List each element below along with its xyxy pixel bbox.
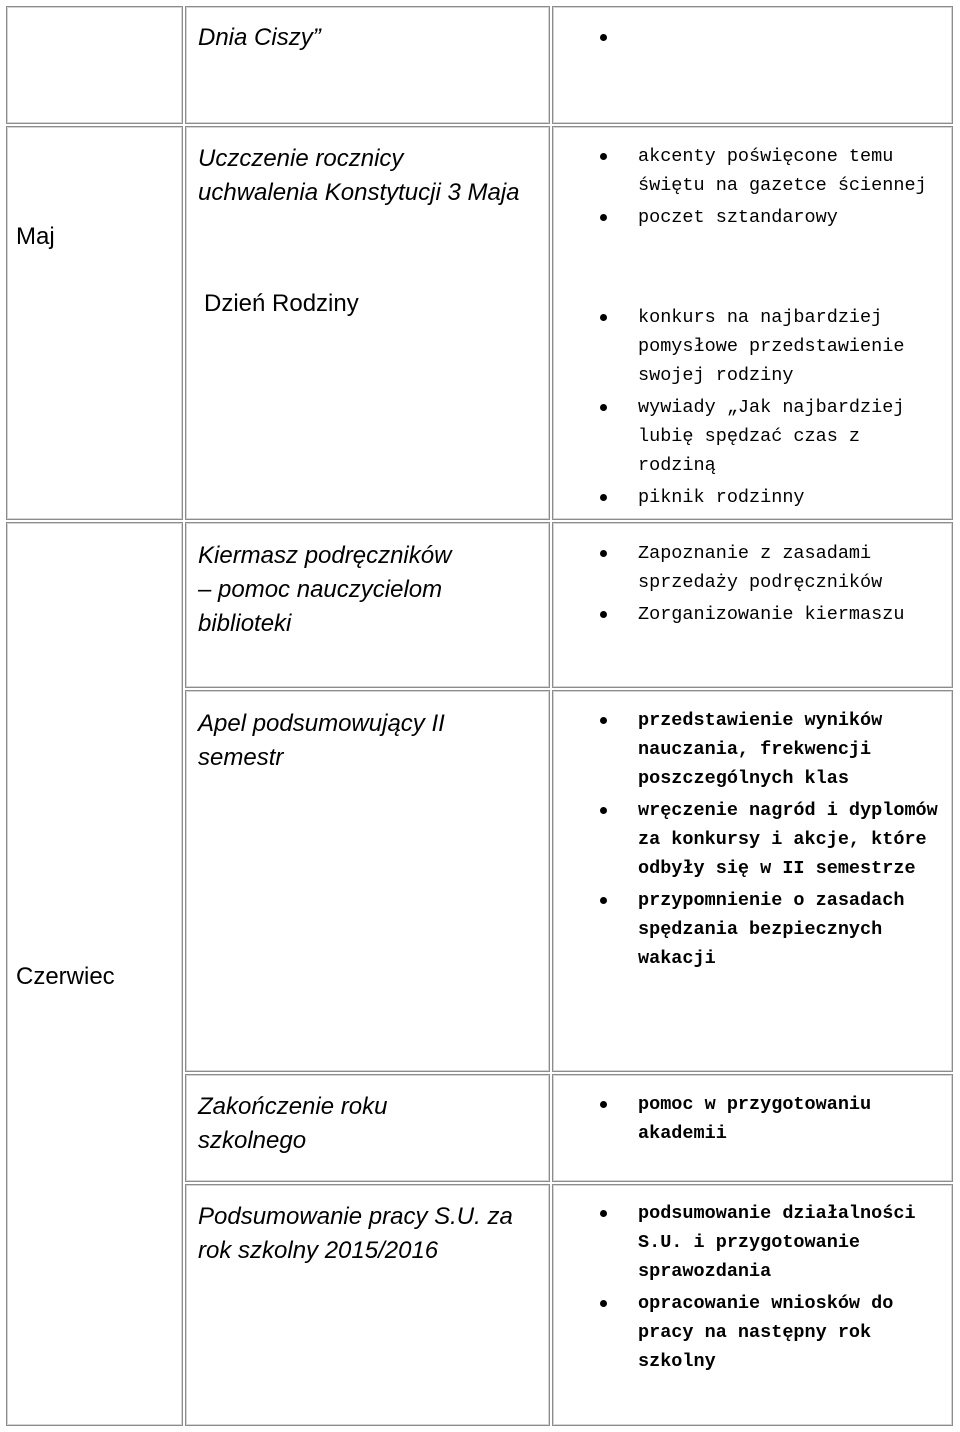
list-item: wywiady „Jak najbardziej lubię spędzać czas z rodziną — [598, 393, 948, 480]
activities-podsumowanie — [598, 1199, 948, 1379]
empty-bullet — [600, 34, 607, 41]
list-item: opracowanie wniosków do pracy na następny rok szkolny — [598, 1289, 948, 1376]
bullet-icon — [600, 404, 607, 411]
activities-apel — [598, 706, 948, 976]
event-kiermasz — [198, 539, 538, 641]
event-kiermasz-line2: – pomoc nauczycielom biblioteki — [198, 576, 443, 637]
bullet-icon — [600, 1300, 607, 1307]
event-podsumowanie: Podsumowanie pracy S.U. za rok szkolny 2015/2016 — [198, 1203, 513, 1264]
list-item: akcenty poświęcone temu świętu na gazetce ściennej — [598, 142, 948, 200]
list-item: przedstawienie wyników nauczania, frekwencji poszczególnych klas — [598, 706, 948, 793]
event-apel: Apel podsumowujący II semestr — [198, 710, 445, 771]
activities-dzien-rodziny — [598, 303, 948, 515]
cell-month-top — [6, 6, 183, 124]
cell-month-may — [6, 126, 183, 520]
bullet-icon — [600, 1210, 607, 1217]
event-kiermasz-line1: Kiermasz podręczników — [198, 542, 452, 569]
bullet-icon — [600, 314, 607, 321]
bullet-icon — [600, 611, 607, 618]
bullet-icon — [600, 494, 607, 501]
event-dnia-ciszy: Dnia Ciszy” — [198, 24, 321, 51]
activities-zakonczenie — [598, 1090, 948, 1151]
activities-konstytucja — [598, 142, 948, 235]
list-item: Zorganizowanie kiermaszu — [598, 600, 948, 629]
month-june: Czerwiec — [16, 963, 115, 990]
event-zakonczenie: Zakończenie roku szkolnego — [198, 1093, 388, 1154]
list-item: konkurs na najbardziej pomysłowe przedstawienie swojej rodziny — [598, 303, 948, 390]
bullet-icon — [600, 717, 607, 724]
bullet-icon — [600, 153, 607, 160]
activities-kiermasz — [598, 539, 948, 632]
list-item: podsumowanie działalności S.U. i przygotowanie sprawozdania — [598, 1199, 948, 1286]
bullet-icon — [600, 897, 607, 904]
cell-acts-r1 — [552, 6, 953, 124]
list-item: piknik rodzinny — [598, 483, 948, 512]
bullet-icon — [600, 550, 607, 557]
list-item: poczet sztandarowy — [598, 203, 948, 232]
bullet-icon — [600, 807, 607, 814]
month-may: Maj — [16, 223, 55, 250]
list-item: wręczenie nagród i dyplomów za konkursy i akcje, które odbyły się w II semestrze — [598, 796, 948, 883]
bullet-icon — [600, 1101, 607, 1108]
list-item: Zapoznanie z zasadami sprzedaży podręczników — [598, 539, 948, 597]
list-item: pomoc w przygotowaniu akademii — [598, 1090, 948, 1148]
bullet-icon — [600, 214, 607, 221]
list-item: przypomnienie o zasadach spędzania bezpiecznych wakacji — [598, 886, 948, 973]
event-dzien-rodziny: Dzień Rodziny — [204, 290, 359, 317]
event-konstytucja: Uczczenie rocznicy uchwalenia Konstytucji 3 Maja — [198, 145, 520, 206]
